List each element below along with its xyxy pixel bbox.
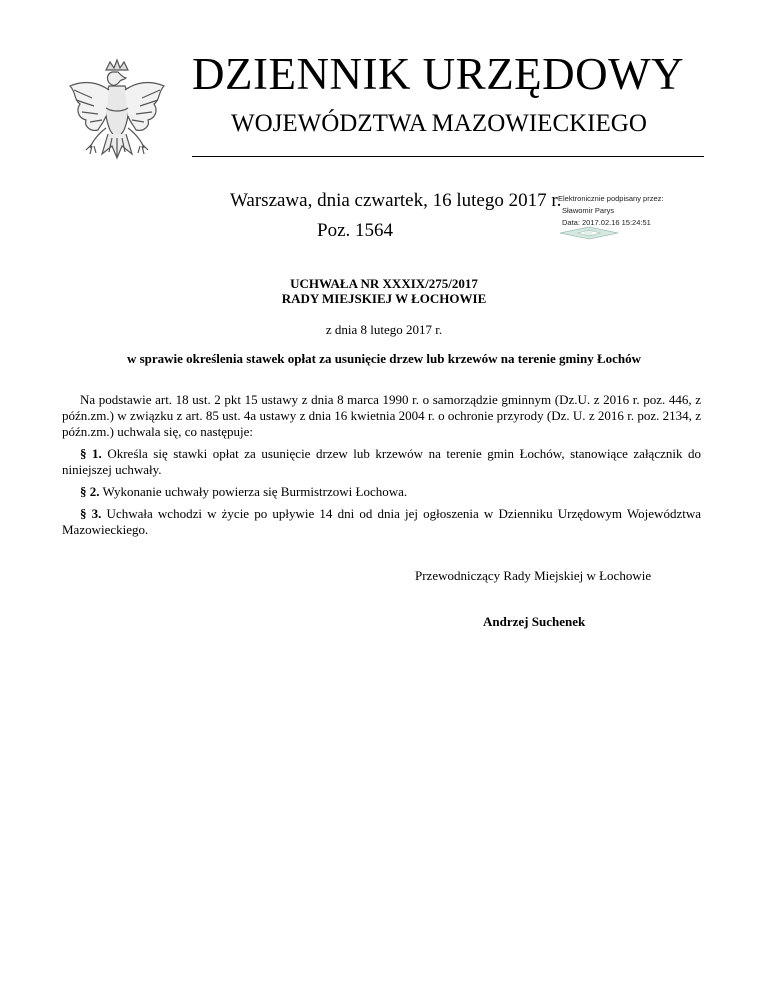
paragraph-2-text: Wykonanie uchwały powierza się Burmistrzowi Łochowa. — [99, 484, 408, 499]
act-subject: w sprawie określenia stawek opłat za usunięcie drzew lub krzewów na terenie gminy Łochów — [126, 351, 642, 366]
act-title — [0, 276, 768, 306]
signature-date: Data: 2017.02.16 15:24:51 — [562, 218, 651, 227]
electronic-signature-block — [558, 193, 738, 229]
paragraph-3-text: Uchwała wchodzi w życie po upływie 14 dni od dnia jej ogłoszenia w Dzienniku Urzędowym Województwa Mazowieckiego. — [62, 506, 701, 537]
act-number: UCHWAŁA NR XXXIX/275/2017 — [290, 276, 478, 291]
journal-title: DZIENNIK URZĘDOWY — [192, 49, 685, 99]
act-date: z dnia 8 lutego 2017 r. — [325, 322, 443, 337]
chair-name: Andrzej Suchenek — [483, 614, 586, 629]
paragraph-1-text: Określa się stawki opłat za usunięcie drzew lub krzewów na terenie gmin Łochów, stanowiące załącznik do niniejszej uchwały. — [62, 446, 702, 477]
publication-date: Warszawa, dnia czwartek, 16 lutego 2017 r. — [230, 190, 562, 211]
position-number: Poz. 1564 — [317, 220, 393, 241]
act-council: RADY MIEJSKIEJ W ŁOCHOWIE — [281, 291, 487, 306]
paragraph-3 — [62, 506, 701, 538]
header-divider — [192, 156, 704, 157]
journal-subtitle: WOJEWÓDZTWA MAZOWIECKIEGO — [231, 110, 647, 137]
paragraph-1 — [62, 446, 701, 478]
paragraph-2-number: § 2. — [80, 484, 100, 499]
paragraph-1-number: § 1. — [80, 446, 102, 461]
chair-title: Przewodniczący Rady Miejskiej w Łochowie — [415, 568, 652, 583]
preamble-paragraph: Na podstawie art. 18 ust. 2 pkt 15 ustawy z dnia 8 marca 1990 r. o samorządzie gminnym (Dz.U. z 2016 r. poz. 446, z późn.zm.) w związku z art. 85 ust. 4a ustawy z dnia 16 kwietnia 2004 r. o ochronie przyrody (Dz. U. z 2016 r. poz. 2134, z późn.zm.) uchwala się, co następuje: — [62, 392, 701, 439]
paragraph-2 — [62, 484, 701, 500]
polish-eagle-emblem-icon — [62, 58, 172, 176]
signature-label: Elektronicznie podpisany przez: — [558, 194, 664, 203]
signature-mark-icon — [558, 226, 620, 240]
signature-signer: Sławomir Parys — [562, 206, 615, 215]
paragraph-3-number: § 3. — [80, 506, 102, 521]
